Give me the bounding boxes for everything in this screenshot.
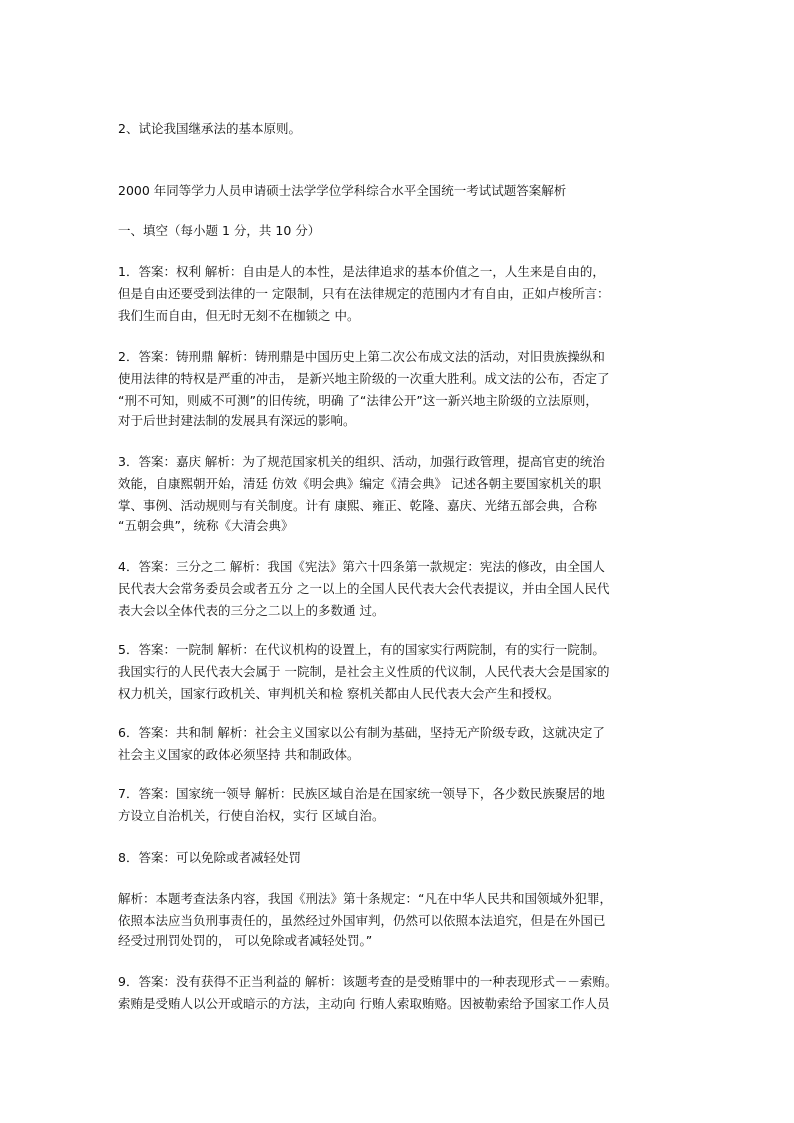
answer-line: 我们生而自由，但无时无刻不在枷锁之 中。: [118, 308, 360, 323]
answer-line: 掌、事例、活动规则与有关制度。计有 康熙、雍正、乾隆、嘉庆、光绪五部会典，合称: [118, 498, 597, 513]
answer-line: 效能，自康熙朝开始，清廷 仿效《明会典》编定《清会典》 记述各朝主要国家机关的职: [118, 476, 601, 491]
answer-line: 依照本法应当负刑事责任的，虽然经过外国审判，仍然可以依照本法追究，但是在外国已: [118, 913, 606, 928]
answer-line: 民代表大会常务委员会或者五分 之一以上的全国人民代表大会代表提议，并由全国人民代: [118, 581, 610, 596]
answer-line: 6．答案：共和制 解析：社会主义国家以公有制为基础，坚持无产阶级专政，这就决定了: [118, 725, 605, 740]
section-title-fill-blank: 一、填空（每小题 1 分，共 10 分）: [118, 223, 321, 238]
answer-line: 对于后世封建法制的发展具有深远的影响。: [118, 413, 356, 428]
answer-line: 9．答案：没有获得不正当利益的 解析：该题考查的是受贿罪中的一种表现形式－－索贿。: [118, 974, 618, 989]
answer-line: 1．答案：权利 解析：自由是人的本性，是法律追求的基本价值之一，人生来是自由的，: [118, 264, 605, 279]
answer-line: 3．答案：嘉庆 解析：为了规范国家机关的组织、活动，加强行政管理，提高官吏的统治: [118, 454, 605, 469]
answer-line: 经受过刑罚处罚的， 可以免除或者减轻处罚。”: [118, 933, 373, 948]
answer-line: 5．答案：一院制 解析：在代议机构的设置上，有的国家实行两院制，有的实行一院制。: [118, 642, 605, 657]
question-2: 2、试论我国继承法的基本原则。: [118, 121, 301, 136]
answer-line: 使用法律的特权是严重的冲击， 是新兴地主阶级的一次重大胜利。成文法的公布，否定了: [118, 371, 610, 386]
answer-line: 表大会以全体代表的三分之二以上的多数通 过。: [118, 603, 385, 618]
answer-line: 8．答案：可以免除或者减轻处罚: [118, 850, 301, 865]
answer-line: 解析：本题考查法条内容，我国《刑法》第十条规定：“凡在中华人民共和国领域外犯罪，: [118, 891, 612, 906]
answer-line: “刑不可知，则威不可测”的旧传统，明确 了“法律公开”这一新兴地主阶级的立法原则，: [118, 393, 598, 408]
answer-line: 权力机关，国家行政机关、审判机关和检 察机关都由人民代表大会产生和授权。: [118, 686, 560, 701]
document-page: [118, 0, 688, 1123]
answer-line: 2．答案：铸刑鼎 解析：铸刑鼎是中国历史上第二次公布成文法的活动，对旧贵族操纵和: [118, 349, 605, 364]
answer-line: 我国实行的人民代表大会属于 一院制，是社会主义性质的代议制，人民代表大会是国家的: [118, 664, 610, 679]
answer-line: 方设立自治机关，行使自治权，实行 区域自治。: [118, 808, 385, 823]
answer-line: 4．答案：三分之二 解析：我国《宪法》第六十四条第一款规定：宪法的修改，由全国人: [118, 559, 605, 574]
answer-line: “五朝会典”，统称《大清会典》: [118, 518, 294, 533]
answer-line: 社会主义国家的政体必须坚持 共和制政体。: [118, 747, 360, 762]
answer-line: 7．答案：国家统一领导 解析：民族区域自治是在国家统一领导下，各少数民族聚居的地: [118, 786, 605, 801]
answer-heading: 2000 年同等学力人员申请硕士法学学位学科综合水平全国统一考试试题答案解析: [118, 183, 567, 198]
answer-line: 索贿是受贿人以公开或暗示的方法，主动向 行贿人索取贿赂。因被勒索给予国家工作人员: [118, 996, 610, 1011]
answer-line: 但是自由还要受到法律的一 定限制，只有在法律规定的范围内才有自由，正如卢梭所言：: [118, 286, 610, 301]
